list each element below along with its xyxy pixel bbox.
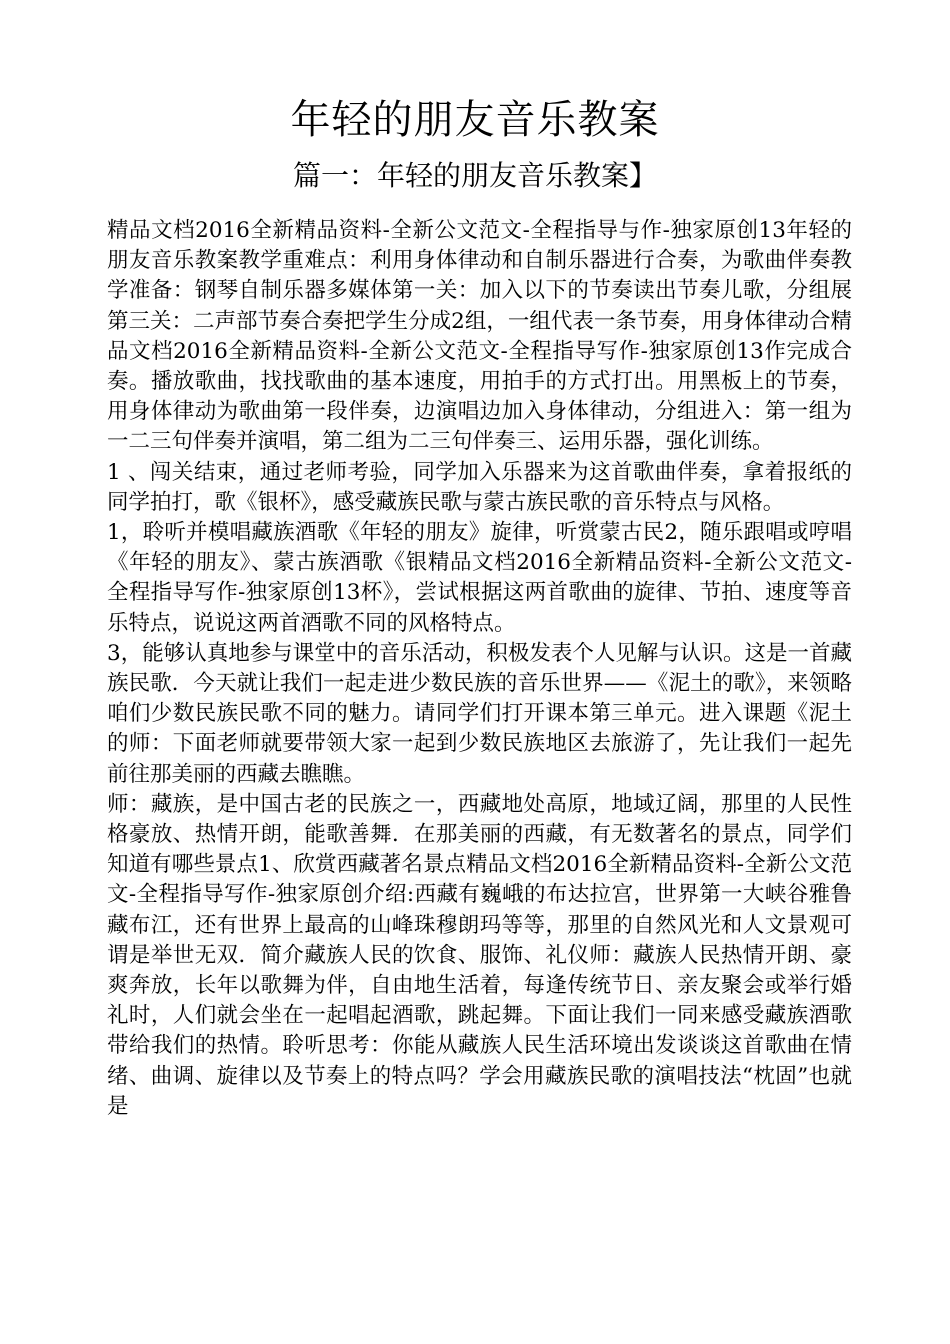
body-paragraph: 精品文档2016全新精品资料-全新公文范文-全程指导与作-独家原创13年轻的朋友音乐教案教学重难点：利用身体律动和自制乐器进行合奏，为歌曲伴奏教学准备：钢琴自制乐器多媒体第一关：加入以下的节奏读出节奏儿歌，分组展第三关：二声部节奏合奏把学生分成2组，一组代表一条节奏，用身体律动合精品文档2016全新精品资料-全新公文范文-全程指导写作-独家原创13作完成合奏。播放歌曲，找找歌曲的基本速度，用拍手的方式打出。用黑板上的节奏，用身体律动为歌曲第一段伴奏，边演唱边加入身体律动，分组进入：第一组为一二三句伴奏并演唱，第二组为二三句伴奏三、运用乐器，强化训练。 bbox=[107, 218, 852, 455]
body-paragraph: 1，聆听并模唱藏族酒歌《年轻的朋友》旋律，听赏蒙古民2，随乐跟唱或哼唱《年轻的朋友》、蒙古族酒歌《银精品文档2016全新精品资料-全新公文范文-全程指导写作-独家原创13杯》，尝试根据这两首歌曲的旋律、节拍、速度等音乐特点，说说这两首酒歌不同的风格特点。 bbox=[107, 520, 852, 636]
document-title: 年轻的朋友音乐教案 bbox=[290, 97, 660, 143]
body-paragraph: 师：藏族，是中国古老的民族之一，西藏地处高原，地域辽阔，那里的人民性格豪放、热情开朗，能歌善舞．在那美丽的西藏，有无数著名的景点，同学们知道有哪些景点1、欣赏西藏著名景点精品文档2016全新精品资料-全新公文范文-全程指导写作-独家原创介绍:西藏有巍峨的布达拉宫，世界第一大峡谷雅鲁藏布江，还有世界上最高的山峰珠穆朗玛等等，那里的自然风光和人文景观可谓是举世无双．简介藏族人民的饮食、服饰、礼仪师：藏族人民热情开朗、豪爽奔放，长年以歌舞为伴，自由地生活着，每逢传统节日、亲友聚会或举行婚礼时，人们就会坐在一起唱起酒歌，跳起舞。下面让我们一同来感受藏族酒歌带给我们的热情。聆听思考：你能从藏族人民生活环境出发谈谈这首歌曲在情绪、曲调、旋律以及节奏上的特点吗？学会用藏族民歌的演唱技法“枕固”也就是 bbox=[107, 791, 852, 1119]
body-paragraph: 1 、闯关结束，通过老师考验，同学加入乐器来为这首歌曲伴奏，拿着报纸的同学拍打，歌《银杯》，感受藏族民歌与蒙古族民歌的音乐特点与风格。 bbox=[107, 459, 852, 515]
body-paragraph: 3，能够认真地参与课堂中的音乐活动，积极发表个人见解与认识。这是一首藏族民歌．今天就让我们一起走进少数民族的音乐世界——《泥土的歌》，来领略咱们少数民族民歌不同的魅力。请同学们打开课本第三单元。进入课题《泥土的师：下面老师就要带领大家一起到少数民族地区去旅游了，先让我们一起先前往那美丽的西藏去瞧瞧。 bbox=[107, 640, 852, 787]
document-body bbox=[107, 216, 852, 1122]
document-subtitle: 篇一：年轻的朋友音乐教案】 bbox=[292, 159, 657, 192]
